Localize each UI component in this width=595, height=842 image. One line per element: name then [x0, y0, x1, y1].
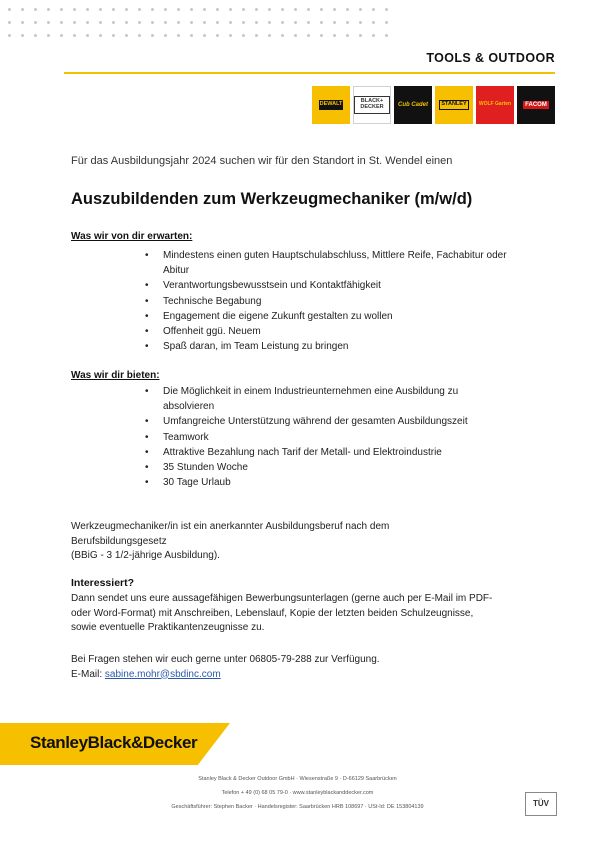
- cub-cadet-logo: Cub Cadet: [394, 86, 432, 124]
- decorative-dot: [346, 8, 349, 11]
- decorative-dot: [281, 34, 284, 37]
- decorative-dot: [8, 34, 11, 37]
- decorative-dot: [34, 21, 37, 24]
- decorative-dot: [34, 34, 37, 37]
- list-item: • Engagement die eigene Zukunft gestalten zu wollen: [145, 309, 525, 324]
- decorative-dot: [229, 21, 232, 24]
- tuv-certification-seal: TÜV: [525, 792, 557, 816]
- decorative-dot: [203, 34, 206, 37]
- decorative-dot: [333, 34, 336, 37]
- decorative-dot: [190, 34, 193, 37]
- stanley-logo: STANLEY: [435, 86, 473, 124]
- decorative-dot: [60, 8, 63, 11]
- list-item: • Umfangreiche Unterstützung während der gesamten Ausbildungszeit: [145, 414, 525, 429]
- interest-heading: Interessiert?: [71, 577, 135, 589]
- list-item: • 35 Stunden Woche: [145, 460, 525, 475]
- list-item: • Teamwork: [145, 430, 525, 445]
- decorative-dot: [8, 8, 11, 11]
- list-item: • Spaß daran, im Team Leistung zu bringen: [145, 339, 525, 354]
- decorative-dot: [73, 21, 76, 24]
- contact-block: [71, 653, 531, 682]
- decorative-dot: [203, 21, 206, 24]
- decorative-dot: [372, 8, 375, 11]
- decorative-dot: [99, 34, 102, 37]
- decorative-dot: [255, 34, 258, 37]
- job-title: Auszubildenden zum Werkzeugmechaniker (m/w/d): [71, 190, 473, 208]
- decorative-dot: [177, 34, 180, 37]
- decorative-dot: [242, 34, 245, 37]
- header-divider: [64, 72, 555, 74]
- description-line: Werkzeugmechaniker/in ist ein anerkannter Ausbildungsberuf nach dem: [71, 521, 390, 532]
- decorative-dot: [294, 34, 297, 37]
- decorative-dot: [216, 34, 219, 37]
- list-item: • 30 Tage Urlaub: [145, 475, 525, 490]
- contact-email-line: [71, 668, 531, 683]
- decorative-dot: [333, 21, 336, 24]
- decorative-dot: [255, 8, 258, 11]
- decorative-dot-pattern: [0, 8, 390, 48]
- decorative-dot: [333, 8, 336, 11]
- decorative-dot: [229, 8, 232, 11]
- decorative-dot: [372, 21, 375, 24]
- application-line: Dann sendet uns eure aussagefähigen Bewerbungsunterlagen (gerne auch per E-Mail im PDF-: [71, 593, 493, 604]
- decorative-dot: [86, 21, 89, 24]
- decorative-dot: [151, 34, 154, 37]
- decorative-dot: [60, 21, 63, 24]
- decorative-dot: [47, 34, 50, 37]
- decorative-dot: [281, 21, 284, 24]
- decorative-dot: [138, 8, 141, 11]
- decorative-dot: [216, 21, 219, 24]
- expect-list: [145, 248, 525, 354]
- list-item: • Die Möglichkeit in einem Industrieunternehmen eine Ausbildung zu absolvieren: [145, 384, 495, 414]
- decorative-dot: [112, 21, 115, 24]
- decorative-dot: [385, 34, 388, 37]
- decorative-dot: [372, 34, 375, 37]
- decorative-dot: [281, 8, 284, 11]
- decorative-dot: [164, 8, 167, 11]
- expect-heading: Was wir von dir erwarten:: [71, 231, 193, 242]
- decorative-dot: [255, 21, 258, 24]
- decorative-dot: [203, 8, 206, 11]
- list-item: • Mindestens einen guten Hauptschulabschluss, Mittlere Reife, Fachabitur oder Abitur: [145, 248, 515, 278]
- decorative-dot: [307, 21, 310, 24]
- footer-address: Stanley Black & Decker Outdoor GmbH · Wiesenstraße 9 · D-66129 Saarbrücken: [198, 776, 397, 782]
- email-label: E-Mail:: [71, 668, 105, 680]
- decorative-dot: [73, 34, 76, 37]
- offer-heading: Was wir dir bieten:: [71, 370, 160, 381]
- decorative-dot: [229, 34, 232, 37]
- contact-phone-text: Bei Fragen stehen wir euch gerne unter 06805-79-288 zur Verfügung.: [71, 654, 380, 665]
- decorative-dot: [99, 8, 102, 11]
- list-item: • Offenheit ggü. Neuem: [145, 324, 525, 339]
- list-item: • Attraktive Bezahlung nach Tarif der Metall- und Elektroindustrie: [145, 445, 525, 460]
- decorative-dot: [73, 8, 76, 11]
- decorative-dot: [151, 8, 154, 11]
- facom-logo: FACOM: [517, 86, 555, 124]
- email-link[interactable]: sabine.mohr@sbdinc.com: [104, 668, 221, 680]
- offer-list: [145, 384, 525, 490]
- decorative-dot: [359, 34, 362, 37]
- division-title: TOOLS & OUTDOOR: [426, 51, 555, 65]
- decorative-dot: [307, 34, 310, 37]
- decorative-dot: [99, 21, 102, 24]
- decorative-dot: [385, 21, 388, 24]
- black-decker-logo: BLACK+ DECKER: [353, 86, 391, 124]
- decorative-dot: [164, 21, 167, 24]
- dewalt-logo: DEWALT: [312, 86, 350, 124]
- decorative-dot: [125, 8, 128, 11]
- footer-contact: Telefon + 49 (0) 68 05 79-0 · www.stanleyblackanddecker.com: [221, 790, 374, 796]
- decorative-dot: [359, 8, 362, 11]
- decorative-dot: [112, 8, 115, 11]
- wolf-garten-logo: WOLF Garten: [476, 86, 514, 124]
- decorative-dot: [177, 21, 180, 24]
- application-line: oder Word-Format) mit Anschreiben, Lebenslauf, Kopie der letzten beiden Schulzeugnisse,: [71, 607, 474, 619]
- list-item: • Technische Begabung: [145, 294, 525, 309]
- decorative-dot: [216, 8, 219, 11]
- application-line: sowie eventuelle Praktikantenzeugnisse zu.: [71, 622, 265, 633]
- decorative-dot: [268, 34, 271, 37]
- decorative-dot: [268, 8, 271, 11]
- decorative-dot: [138, 21, 141, 24]
- decorative-dot: [47, 21, 50, 24]
- decorative-dot: [151, 21, 154, 24]
- decorative-dot: [320, 34, 323, 37]
- decorative-dot: [294, 8, 297, 11]
- intro-text: Für das Ausbildungsjahr 2024 suchen wir für den Standort in St. Wendel einen: [71, 155, 453, 167]
- application-paragraph: [71, 592, 531, 636]
- decorative-dot: [138, 34, 141, 37]
- decorative-dot: [34, 8, 37, 11]
- decorative-dot: [125, 21, 128, 24]
- decorative-dot: [125, 34, 128, 37]
- decorative-dot: [60, 34, 63, 37]
- list-item: • Verantwortungsbewusstsein und Kontaktfähigkeit: [145, 278, 525, 293]
- decorative-dot: [112, 34, 115, 37]
- decorative-dot: [86, 34, 89, 37]
- decorative-dot: [294, 21, 297, 24]
- decorative-dot: [47, 8, 50, 11]
- decorative-dot: [164, 34, 167, 37]
- decorative-dot: [268, 21, 271, 24]
- decorative-dot: [190, 21, 193, 24]
- decorative-dot: [359, 21, 362, 24]
- decorative-dot: [21, 21, 24, 24]
- description-line: (BBiG - 3 1/2-jährige Ausbildung).: [71, 550, 220, 561]
- decorative-dot: [242, 8, 245, 11]
- brand-logo-row: [312, 86, 555, 124]
- decorative-dot: [8, 21, 11, 24]
- description-paragraph: [71, 520, 531, 564]
- decorative-dot: [346, 21, 349, 24]
- decorative-dot: [385, 8, 388, 11]
- decorative-dot: [21, 34, 24, 37]
- decorative-dot: [86, 8, 89, 11]
- decorative-dot: [242, 21, 245, 24]
- decorative-dot: [320, 21, 323, 24]
- decorative-dot: [177, 8, 180, 11]
- description-line: Berufsbildungsgesetz: [71, 535, 167, 547]
- decorative-dot: [346, 34, 349, 37]
- stanley-black-decker-logo: StanleyBlack&Decker: [30, 733, 198, 752]
- decorative-dot: [320, 8, 323, 11]
- footer-registry: Geschäftsführer: Stephen Backer · Handelsregister: Saarbrücken HRB 108697 · USt-Id: DE 153804139: [171, 804, 424, 810]
- decorative-dot: [190, 8, 193, 11]
- decorative-dot: [21, 8, 24, 11]
- decorative-dot: [307, 8, 310, 11]
